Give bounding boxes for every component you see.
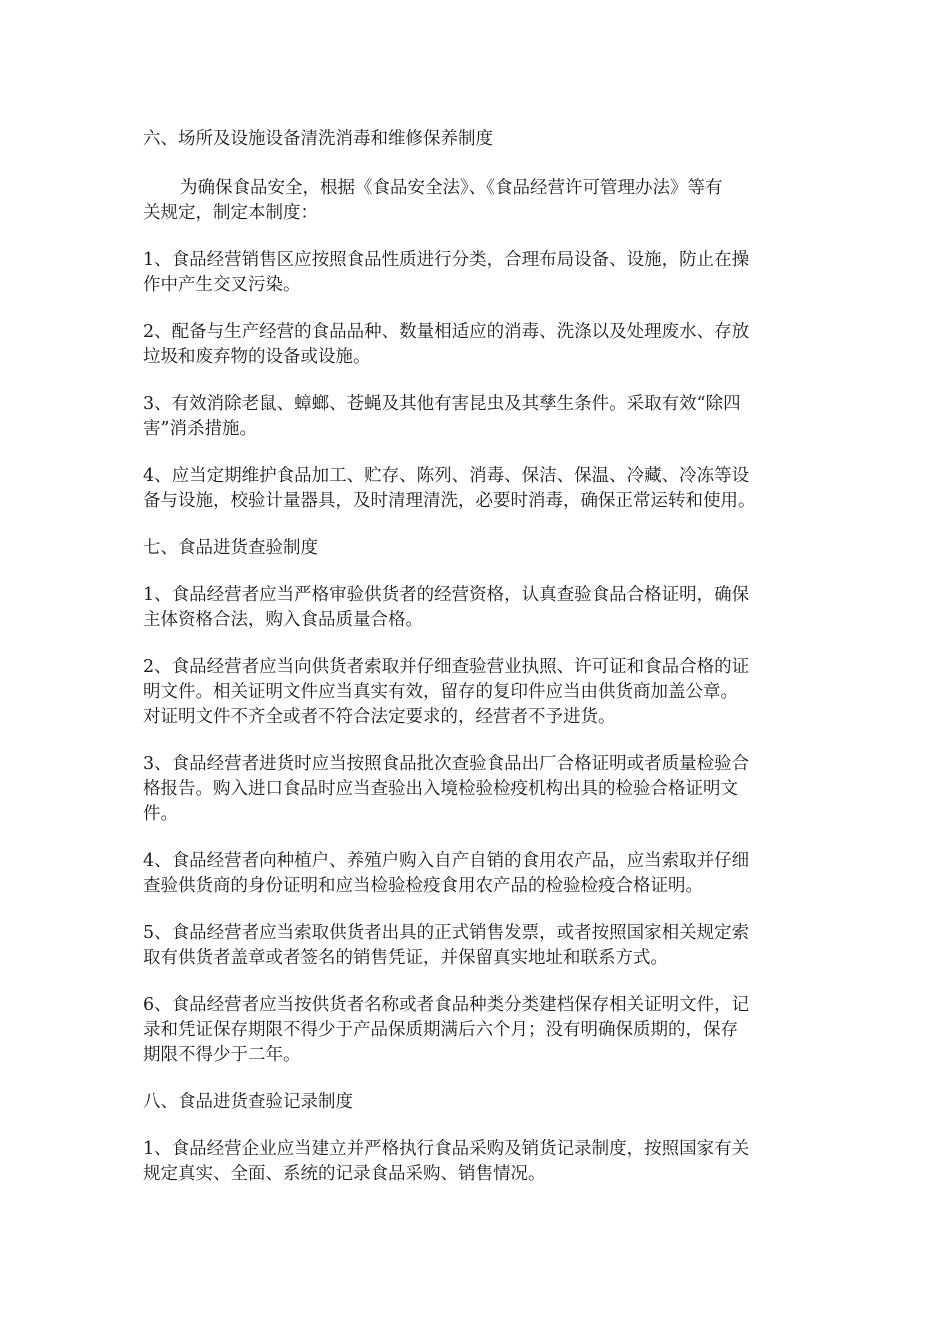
paragraph-line: 取有供货者盖章或者签名的销售凭证，并保留真实地址和联系方式。	[143, 948, 668, 968]
paragraph-line: 备与设施，校验计量器具，及时清理清洗，必要时消毒，确保正常运转和使用。	[143, 491, 756, 511]
paragraph-line: 主体资格合法，购入食品质量合格。	[143, 610, 423, 630]
paragraph-line: 5、食品经营者应当索取供货者出具的正式销售发票，或者按照国家相关规定索	[143, 923, 750, 943]
intro-line: 为确保食品安全，根据《食品安全法》、《食品经营许可管理办法》等有	[180, 178, 723, 198]
paragraph-line: 格报告。购入进口食品时应当查验出入境检验检疫机构出具的检验合格证明文	[143, 779, 738, 799]
paragraph-line: 查验供货商的身份证明和应当检验检疫食用农产品的检验检疫合格证明。	[143, 876, 703, 896]
paragraph-line: 害”消杀措施。	[143, 419, 257, 439]
intro-line: 关规定，制定本制度：	[143, 203, 318, 223]
section-heading-8: 八、食品进货查验记录制度	[143, 1092, 353, 1112]
paragraph-line: 1、食品经营销售区应按照食品性质进行分类，合理布局设备、设施，防止在操	[143, 250, 750, 270]
paragraph-line: 垃圾和废弃物的设备或设施。	[143, 347, 371, 367]
paragraph-line: 3、有效消除老鼠、蟑螂、苍蝇及其他有害昆虫及其孳生条件。采取有效“除四	[143, 394, 741, 414]
paragraph-line: 2、食品经营者应当向供货者索取并仔细查验营业执照、许可证和食品合格的证	[143, 657, 750, 677]
paragraph-line: 3、食品经营者进货时应当按照食品批次查验食品出厂合格证明或者质量检验合	[143, 754, 750, 774]
paragraph-line: 期限不得少于二年。	[143, 1045, 301, 1065]
paragraph-line: 件。	[143, 804, 178, 824]
paragraph-line: 规定真实、全面、系统的记录食品采购、销售情况。	[143, 1164, 546, 1184]
paragraph-line: 明文件。相关证明文件应当真实有效，留存的复印件应当由供货商加盖公章。	[143, 682, 738, 702]
paragraph-line: 6、食品经营者应当按供货者名称或者食品种类分类建档保存相关证明文件，记	[143, 995, 750, 1015]
paragraph-line: 1、食品经营者应当严格审验供货者的经营资格，认真查验食品合格证明，确保	[143, 585, 750, 605]
paragraph-line: 1、食品经营企业应当建立并严格执行食品采购及销货记录制度，按照国家有关	[143, 1139, 750, 1159]
paragraph-line: 录和凭证保存期限不得少于产品保质期满后六个月；没有明确保质期的，保存	[143, 1020, 738, 1040]
paragraph-line: 4、食品经营者向种植户、养殖户购入自产自销的食用农产品，应当索取并仔细	[143, 851, 750, 871]
paragraph-line: 作中产生交叉污染。	[143, 275, 301, 295]
section-heading-6: 六、场所及设施设备清洗消毒和维修保养制度	[143, 129, 493, 149]
paragraph-line: 对证明文件不齐全或者不符合法定要求的，经营者不予进货。	[143, 707, 616, 727]
paragraph-line: 4、应当定期维护食品加工、贮存、陈列、消毒、保洁、保温、冷藏、冷冻等设	[143, 466, 750, 486]
paragraph-line: 2、配备与生产经营的食品品种、数量相适应的消毒、洗涤以及处理废水、存放	[143, 322, 750, 342]
section-heading-7: 七、食品进货查验制度	[143, 538, 318, 558]
